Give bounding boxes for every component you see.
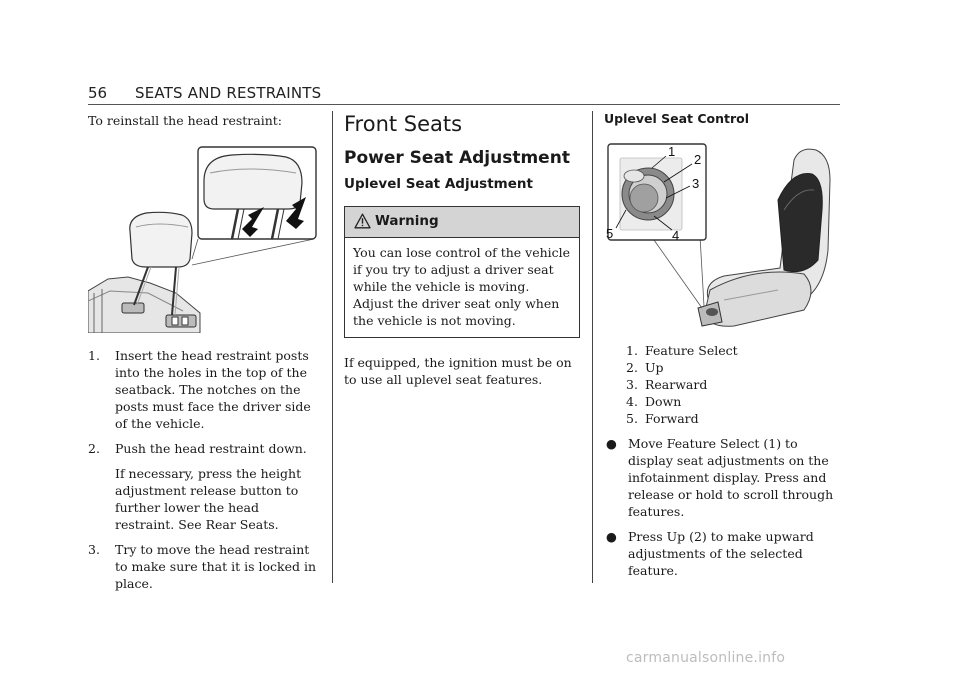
callout-1: 1	[668, 144, 676, 159]
step-text: Try to move the head restraint to make sure that it is locked in place.	[115, 542, 317, 591]
callout-3: 3	[692, 176, 700, 191]
step-subtext: If necessary, press the height adjustment release button to further lower the head restraint. See Rear Seats.	[115, 466, 302, 532]
header-rule	[88, 104, 840, 105]
control-legend	[604, 342, 840, 427]
bullet-icon: ●	[606, 436, 617, 451]
bullet-item	[604, 528, 840, 579]
warning-triangle-icon	[354, 213, 371, 233]
step-2	[88, 440, 320, 533]
callout-2: 2	[694, 152, 702, 167]
bullet-icon: ●	[606, 529, 617, 544]
step-1	[88, 347, 320, 432]
watermark: carmanualsonline.info	[626, 650, 786, 666]
reinstall-steps	[88, 347, 320, 592]
legend-label: Forward	[645, 411, 699, 426]
legend-item	[626, 376, 840, 393]
step-number: 1.	[88, 348, 100, 363]
intro-text: To reinstall the head restraint:	[88, 113, 282, 128]
legend-label: Rearward	[645, 377, 708, 392]
step-number: 3.	[88, 542, 100, 557]
column-divider-1	[332, 111, 333, 583]
section-title: SEATS AND RESTRAINTS	[135, 84, 322, 102]
page-header	[88, 84, 840, 104]
legend-item	[626, 342, 840, 359]
column-divider-2	[592, 111, 593, 583]
seat-control-drawing	[604, 140, 836, 330]
warning-box	[344, 206, 580, 338]
head-restraint-illustration	[88, 143, 320, 333]
callout-4: 4	[672, 228, 680, 243]
section-heading: Front Seats	[344, 112, 463, 136]
warning-title: Warning	[375, 213, 439, 229]
legend-item	[626, 359, 840, 376]
head-restraint-drawing	[88, 143, 320, 333]
legend-item	[626, 410, 840, 427]
legend-number: 4.	[626, 394, 638, 409]
legend-number: 2.	[626, 360, 638, 375]
bullet-text: Move Feature Select (1) to display seat adjustments on the infotainment display. Press and release or hold to scroll through features.	[628, 436, 834, 519]
legend-number: 3.	[626, 377, 638, 392]
subheading: Power Seat Adjustment	[344, 148, 570, 168]
legend-label: Up	[645, 360, 664, 375]
step-text: Push the head restraint down.	[115, 441, 307, 456]
warning-header	[345, 207, 579, 238]
legend-number: 5.	[626, 411, 638, 426]
bullet-item	[604, 435, 840, 520]
step-text: Insert the head restraint posts into the holes in the top of the seatback. The notches on the posts must face the driver side of the vehicle.	[115, 348, 311, 431]
legend-label: Feature Select	[645, 343, 738, 358]
ignition-note: If equipped, the ignition must be on to use all uplevel seat features.	[344, 355, 572, 387]
subsubheading: Uplevel Seat Adjustment	[344, 176, 533, 192]
figure-title: Uplevel Seat Control	[604, 111, 750, 126]
left-column	[88, 112, 320, 600]
page-number: 56	[88, 84, 108, 102]
middle-column	[344, 112, 580, 388]
legend-number: 1.	[626, 343, 638, 358]
right-column	[604, 112, 840, 587]
warning-body: You can lose control of the vehicle if you try to adjust a driver seat while the vehicle is moving. Adjust the driver seat only when the vehicle is not moving.	[353, 245, 571, 328]
instruction-bullets	[604, 435, 840, 579]
step-number: 2.	[88, 441, 100, 456]
bullet-text: Press Up (2) to make upward adjustments of the selected feature.	[628, 529, 814, 578]
legend-item	[626, 393, 840, 410]
callout-5: 5	[606, 226, 614, 241]
step-3	[88, 541, 320, 592]
legend-label: Down	[645, 394, 682, 409]
seat-control-illustration	[604, 140, 836, 330]
